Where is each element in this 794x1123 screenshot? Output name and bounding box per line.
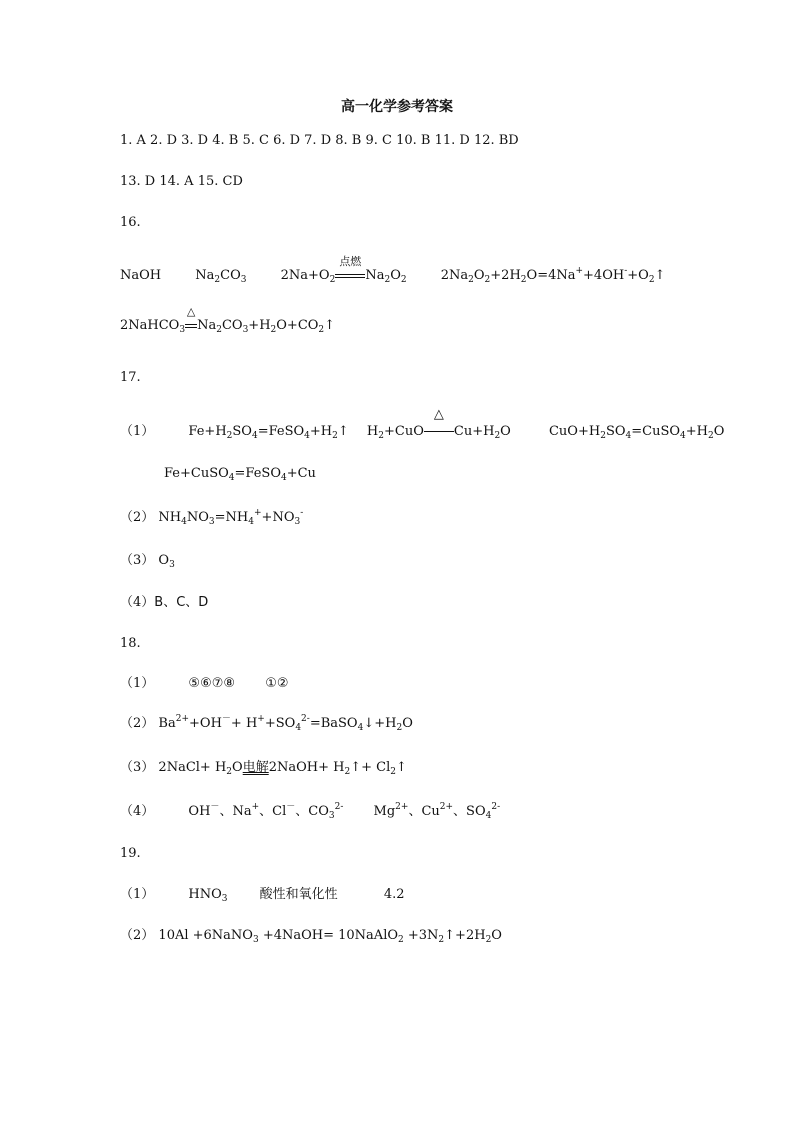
q19-part-2 [120, 928, 502, 944]
q18-eq-electrolysis: 2NaCl+ $H_2O$电解2NaOH+ $H_2↑+$ $Cl_2↑$ [158, 760, 407, 777]
q17-part-4 [120, 595, 208, 611]
q18-p3-label: （3） [120, 760, 155, 775]
q19-eq-aluminum: 10Al +6NaNO$_3$ +4NaOH= 10NaAlO$_2$ $+3N_2↑+2H_2O$ [158, 928, 502, 945]
page-title: 高一化学参考答案 [341, 99, 453, 115]
q19-p1-value: 4.2 [383, 887, 405, 902]
q17-part-2 [120, 510, 303, 526]
electrolysis-condition: 电解 [242, 760, 269, 775]
q17-eq-h2-cuo: $H_2+CuO$ △ $Cu+H_2O$ [366, 407, 511, 441]
q16-eq-sodium-oxygen: $2Na+O_2$ 点燃 $Na_2O_2$ [280, 255, 407, 285]
q17-eq-nh4no3: $NH_4NO_3=NH_4^++NO_3^-$ [158, 508, 304, 527]
q16-line-2: 2NaHCO$_3$ △ $Na_2CO_3+H_2O+CO_2↑$ [120, 305, 336, 335]
q17-eq-fe-acid: $Fe+H_2SO_4=FeSO_4+H_2↑$ [188, 424, 349, 441]
q18-p4-label: （4） [120, 804, 155, 819]
q18-part-2 [120, 716, 413, 732]
q17-part-1 [120, 407, 725, 441]
q18-p1-label: （1） [120, 676, 155, 691]
q17-eq-fe-cuso4: Fe+CuSO$_4$=FeSO$_4$+Cu [164, 466, 316, 483]
q18-part-3 [120, 760, 407, 776]
q17-part-3 [120, 553, 175, 569]
q18-eq-barium: $Ba^{2+}+OH^-+$ $H^++SO_4^{2-}=BaSO_4↓+H_2O$ [158, 714, 413, 733]
q18-part-4 [120, 804, 500, 820]
q19-p1-acid: $HNO_3$ [188, 887, 228, 904]
q19-p1-property: 酸性和氧化性 [259, 887, 338, 902]
q17-eq-cuo-acid: $CuO+H_2SO_4=CuSO_4+H_2O$ [548, 424, 725, 441]
q17-number: 17. [120, 370, 141, 385]
q16-na2co3: $Na_2CO_3$ [195, 268, 247, 285]
q19-part-1 [120, 887, 405, 903]
heat-condition: △ [185, 318, 197, 334]
answers-row-2: 13. D 14. A 15. CD [120, 174, 243, 189]
q17-p4-label: （4） [120, 595, 155, 610]
answers-row-1: 1. A 2. D 3. D 4. B 5. C 6. D 7. D 8. B 9. C 10. B 11. D 12. BD [120, 133, 519, 148]
q16-number: 16. [120, 215, 141, 230]
q17-p3-label: （3） [120, 553, 155, 568]
q19-p2-label: （2） [120, 928, 155, 943]
ignite-condition: 点燃 [335, 268, 365, 284]
q19-p1-label: （1） [120, 887, 155, 902]
q18-number: 18. [120, 636, 141, 651]
q18-p1-b: ①② [265, 676, 289, 691]
q19-number: 19. [120, 846, 141, 861]
q16-naoh: NaOH [120, 268, 162, 283]
q16-line-1 [120, 255, 666, 285]
q17-ozone: $O_3$ [158, 553, 175, 570]
q18-part-1 [120, 676, 289, 692]
q16-eq-peroxide-water: $2Na_2O_2+2H_2O=4Na^++4OH^-+O_2↑$ [440, 266, 666, 285]
q18-p4-ions-b: $Mg^{2+}$、$Cu^{2+}$、$SO_4^{2-}$ [373, 802, 501, 821]
q18-p4-ions-a: OH－、Na+、Cl－、$CO_3^{2-}$ [188, 802, 344, 821]
q17-p1-label: （1） [120, 424, 155, 439]
heat-condition-2: △ [424, 424, 454, 440]
q18-p2-label: （2） [120, 716, 155, 731]
q17-p2-label: （2） [120, 510, 155, 525]
q18-p1-a: ⑤⑥⑦⑧ [188, 676, 236, 691]
q17-p4-text: B、C、D [154, 595, 209, 610]
